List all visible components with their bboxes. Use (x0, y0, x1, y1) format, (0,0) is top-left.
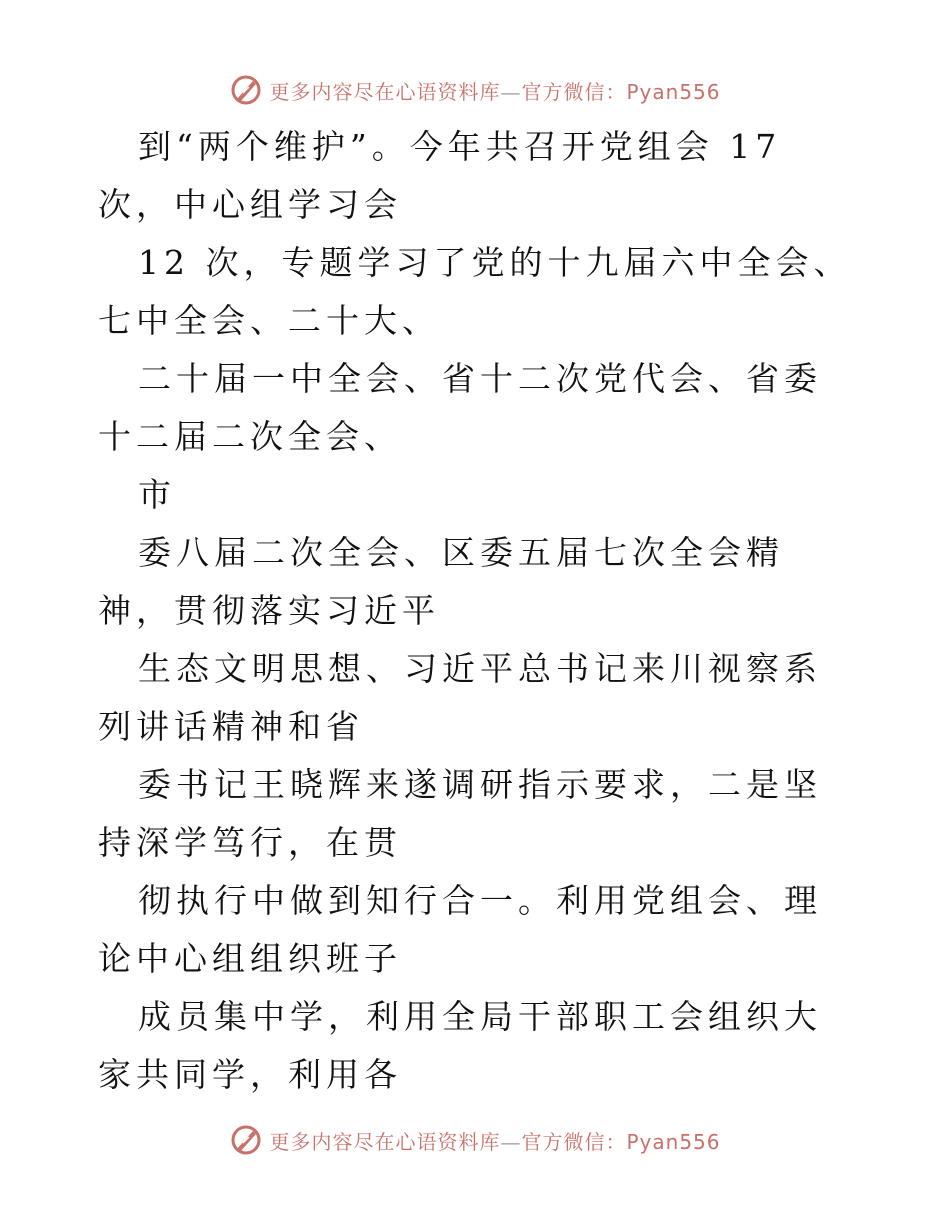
paragraph-line: 彻执行中做到知行合一。利用党组会、理论中心组组织班子 (98, 881, 822, 978)
paragraph-line: 市 (138, 475, 176, 514)
watermark-text: 更多内容尽在心语资料库—官方微信：Pyan556 (269, 1129, 721, 1154)
paragraph-line: 委八届二次全会、区委五届七次全会精神，贯彻落实习近平 (98, 533, 784, 630)
paragraph-line: 到“两个维护”。今年共召开党组会 17 次，中心组学习会 (98, 127, 797, 224)
watermark-header (0, 70, 950, 110)
paragraph-line: 委书记王晓辉来遂调研指示要求，二是坚持深学笃行，在贯 (98, 765, 822, 862)
paragraph-line: 二十届一中全会、省十二次党代会、省委十二届二次全会、 (98, 359, 822, 456)
document-body (98, 118, 854, 1104)
paragraph-line: 12 次，专题学习了党的十九届六中全会、七中全会、二十大、 (98, 243, 852, 340)
watermark-footer (0, 1120, 950, 1160)
quill-circle-logo-icon (229, 1123, 263, 1157)
paragraph-line: 成员集中学，利用全局干部职工会组织大家共同学，利用各 (98, 997, 822, 1094)
quill-circle-logo-icon (229, 73, 263, 107)
watermark-text: 更多内容尽在心语资料库—官方微信：Pyan556 (269, 79, 721, 104)
paragraph-line: 生态文明思想、习近平总书记来川视察系列讲话精神和省 (98, 649, 822, 746)
